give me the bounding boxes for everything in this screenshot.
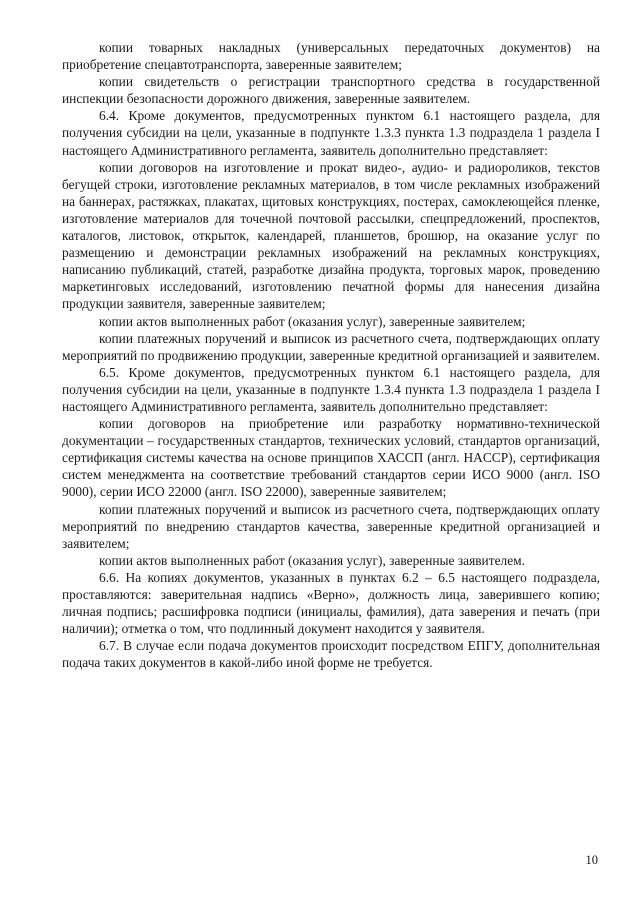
page-number: 10 <box>585 853 598 867</box>
paragraph-work-acts: копии актов выполненных работ (оказания услуг), заверенные заявителем; <box>99 313 526 329</box>
paragraph-standards-contracts: копии договоров на приобретение или разработку нормативно-технической документации – государственных стандартов, технических условий, стандартов организаций, сертификация системы качества на основе принципов ХАССП (англ. HACCP), сертификация систем менеджмента на соответствие требований стандартов серии ИСО 9000 (англ. ISO 9000), серии ИСО 22000 (англ. ISO 22000), заверенные заявителем; <box>62 416 600 500</box>
paragraph-6-6: 6.6. На копиях документов, указанных в пунктах 6.2 – 6.5 настоящего подраздела, проставляются: заверительная надпись «Верно», должность лица, заверившего копию; личная подпись; расшифровка подписи (инициалы, фамилия), дата заверения и печать (при наличии); отметка о том, что подлинный документ находится у заявителя. <box>62 569 600 637</box>
paragraph-payment-orders-standards: копии платежных поручений и выписок из расчетного счета, подтверждающих оплату мероприятий по внедрению стандартов качества, заверенные кредитной организацией и заявителем; <box>62 501 600 551</box>
paragraph-advertising-contracts: копии договоров на изготовление и прокат видео-, аудио- и радиороликов, текстов бегущей строки, изготовление рекламных материалов, в том числе рекламных изображений на баннерах, растяжках, плакатах, щитовых конструкциях, постерах, самоклеющейся пленке, изготовление материалов для точечной почтовой рассылки, спецпредложений, проспектов, каталогов, листовок, открыток, календарей, планшетов, брошюр, на оказание услуг по размещению и демонстрации рекламных изображений на рекламных конструкциях, написанию публикаций, статей, разработке дизайна продукта, торговых марок, проведению маркетинговых исследований, изготовлению печатной формы для нанесения дизайна продукции заявителя, заверенные заявителем; <box>62 159 600 312</box>
paragraph-waybill-copies: копии товарных накладных (универсальных передаточных документов) на приобретение спецавтотранспорта, заверенные заявителем; <box>62 40 600 73</box>
paragraph-6-4: 6.4. Кроме документов, предусмотренных пунктом 6.1 настоящего раздела, для получения субсидии на цели, указанные в подпункте 1.3.3 пункта 1.3 подраздела 1 раздела I настоящего Административного регламента, заявитель дополнительно представляет: <box>62 108 600 158</box>
paragraph-registration-certificates: копии свидетельств о регистрации транспортного средства в государственной инспекции безопасности дорожного движения, заверенные заявителем. <box>62 74 600 107</box>
paragraph-6-7: 6.7. В случае если подача документов происходит посредством ЕПГУ, дополнительная подача таких документов в какой-либо иной форме не требуется. <box>62 638 600 671</box>
paragraph-6-5: 6.5. Кроме документов, предусмотренных пунктом 6.1 настоящего раздела, для получения субсидии на цели, указанные в подпункте 1.3.4 пункта 1.3 подраздела 1 раздела I настоящего Административного регламента, заявитель дополнительно представляет: <box>62 364 600 414</box>
paragraph-payment-orders: копии платежных поручений и выписок из расчетного счета, подтверждающих оплату мероприятий по продвижению продукции, заверенные кредитной организацией и заявителем. <box>62 330 600 363</box>
paragraph-work-acts-final: копии актов выполненных работ (оказания услуг), заверенные заявителем. <box>99 552 525 568</box>
